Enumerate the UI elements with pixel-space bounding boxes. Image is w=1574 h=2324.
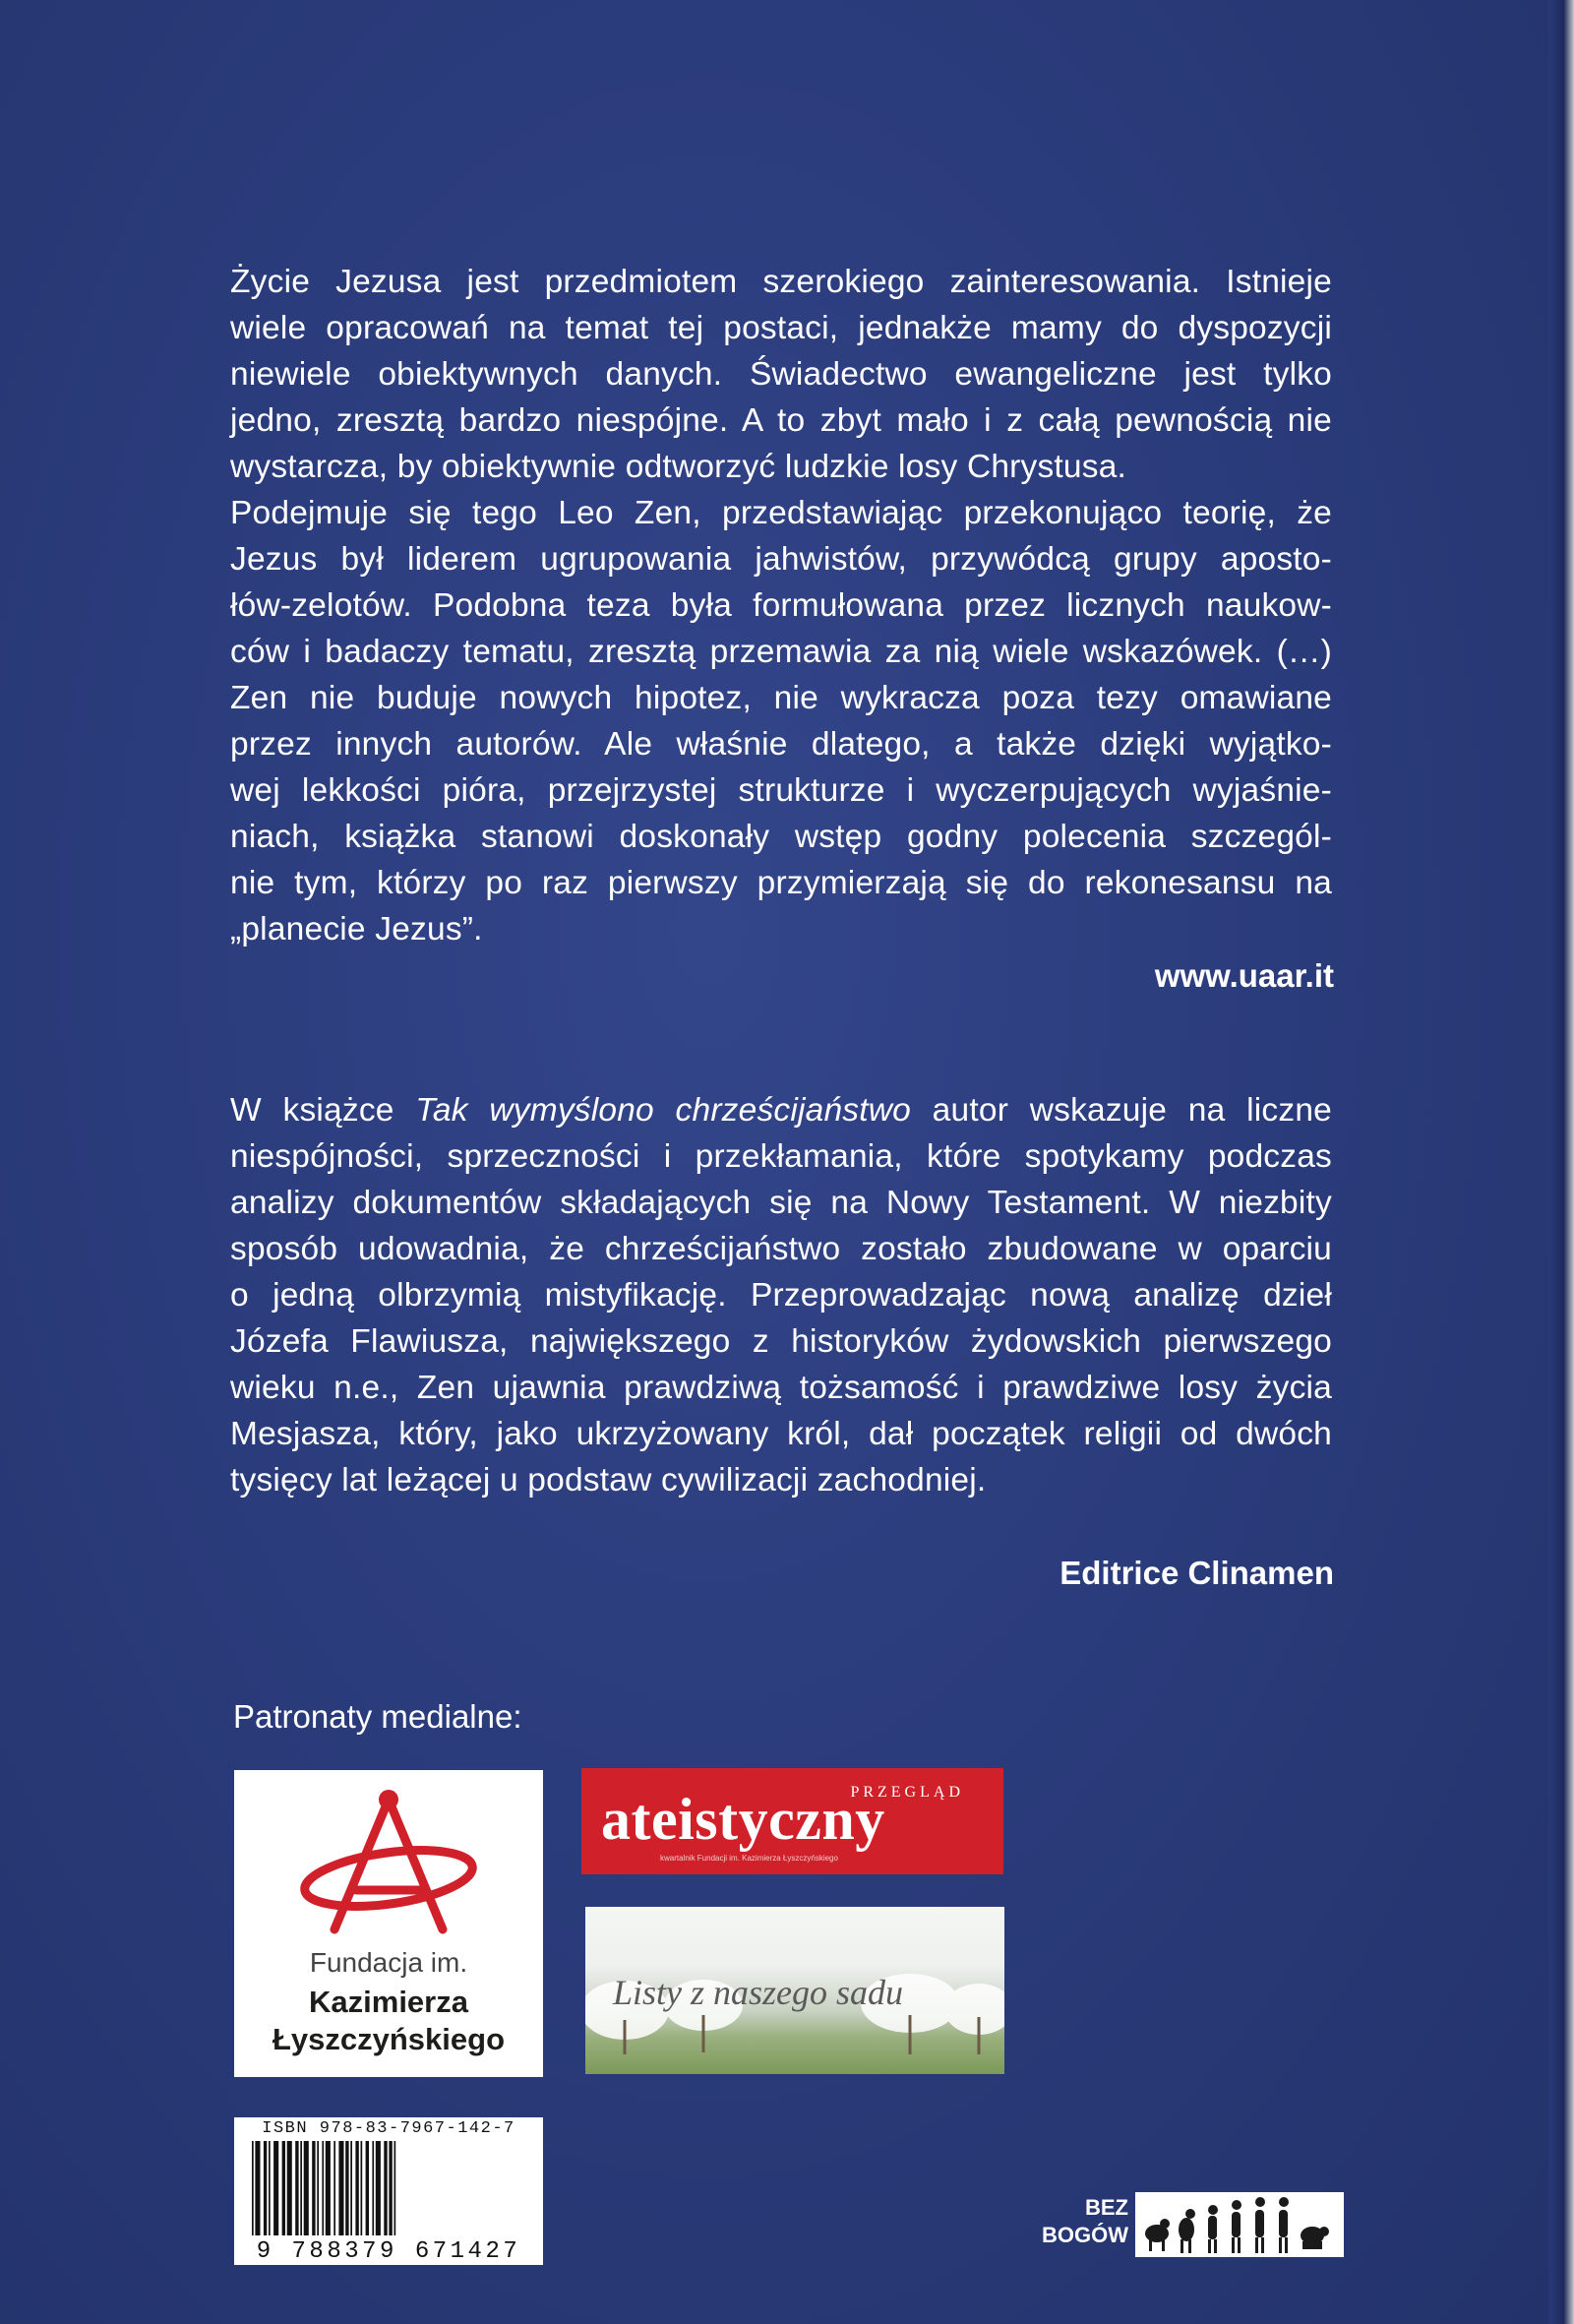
barcode-bar (333, 2141, 335, 2235)
review-line: niewiele obiektywnych danych. Świadectwo ewangeliczne jest tylko (230, 356, 1332, 393)
fundacja-logo (234, 1770, 543, 2077)
review-line: ców i badaczy tematu, zresztą przemawia za nią wiele wskazówek. (…) (230, 634, 1332, 670)
fundacja-line3: Łyszczyńskiego (272, 2022, 506, 2056)
barcode-bar (252, 2141, 254, 2235)
review-line: W książce Tak wymyślono chrześcijaństwo autor wskazuje na liczne (230, 1092, 1332, 1129)
review-line: „planecie Jezus”. (230, 911, 483, 948)
barcode-bars (248, 2141, 529, 2235)
cover-edge (1548, 0, 1574, 2324)
review-line: Zen nie buduje nowych hipotez, nie wykracza poza tezy omawiane (230, 680, 1332, 716)
barcode-bar (394, 2141, 396, 2235)
listy-title: Listy z naszego sadu (613, 1973, 904, 2012)
review-line: Mesjasza, który, jako ukrzyżowany król, dał początek religii od dwóch (230, 1416, 1332, 1452)
review-line: tysięcy lat leżącej u podstaw cywilizacji zachodniej. (230, 1462, 987, 1498)
review-line: niach, książka stanowi doskonały wstęp godny polecenia szczegól- (230, 819, 1332, 855)
barcode-bar (282, 2141, 285, 2235)
barcode-bar (304, 2141, 309, 2235)
barcode-bar (317, 2141, 319, 2235)
barcode-bar (312, 2141, 315, 2235)
review-line: Józefa Flawiusza, największego z historyków żydowskich pierwszego (230, 1323, 1332, 1360)
barcode-bar (255, 2141, 260, 2235)
patrons-label: Patronaty medialne: (233, 1698, 522, 1735)
review-line: jedno, zresztą bardzo niespójne. A to zbyt mało i z całą pewnością nie (230, 402, 1332, 439)
review-clinamen (230, 1087, 1332, 1503)
review-source-clinamen: Editrice Clinamen (1059, 1555, 1334, 1591)
barcode-bar (376, 2141, 381, 2235)
barcode-bar (264, 2141, 267, 2235)
review-source-uaar: www.uaar.it (1154, 957, 1334, 994)
barcode-bar (322, 2141, 324, 2235)
barcode-bar (295, 2141, 298, 2235)
review-line: Podejmuje się tego Leo Zen, przedstawiając przekonująco teorię, że (230, 495, 1332, 531)
review-line: sposób udowadnia, że chrześcijaństwo zostało zbudowane w oparciu (230, 1231, 1332, 1267)
barcode-bar (273, 2141, 278, 2235)
fundacja-line1: Fundacja im. (309, 1947, 468, 1978)
review-line: o jedną olbrzymią mistyfikację. Przeprowadzając nową analizę dzieł (230, 1277, 1332, 1314)
isbn-digits: 9 788379 671427 (234, 2238, 543, 2265)
review-line: analizy dokumentów składających się na Nowy Testament. W niezbity (230, 1185, 1332, 1221)
barcode-bar (372, 2141, 374, 2235)
review-line: wiele opracowań na temat tej postaci, jednakże mamy do dyspozycji (230, 310, 1332, 346)
bogow-line: BOGÓW (1042, 2223, 1128, 2247)
przeglad-tiny-text: kwartalnik Fundacji im. Kazimierza Łyszczyńskiego (660, 1854, 838, 1863)
review-line: wystarcza, by obiektywnie odtworzyć ludzkie losy Chrystusa. (230, 449, 1127, 485)
barcode-bar (345, 2141, 348, 2235)
barcode-bar (300, 2141, 302, 2235)
atom-a-icon (295, 1782, 482, 1949)
przeglad-small-text: PRZEGLĄD (850, 1784, 964, 1801)
isbn-barcode (234, 2117, 543, 2265)
review-line: Jezus był liderem ugrupowania jahwistów, przywódcą grupy aposto- (230, 541, 1332, 578)
bez-line: BEZ (1085, 2195, 1128, 2220)
barcode-bar (366, 2141, 369, 2235)
review-line: wej lekkości pióra, przejrzystej strukturze i wyczerpujących wyjaśnie- (230, 772, 1332, 809)
barcode-bar (269, 2141, 271, 2235)
bez-bogow-logo (1033, 2186, 1346, 2263)
barcode-bar (355, 2141, 358, 2235)
review-line: nie tym, którzy po raz pierwszy przymierzają się do rekonesansu na (230, 865, 1332, 901)
review-line: wieku n.e., Zen ujawnia prawdziwą tożsamość i prawdziwe losy życia (230, 1370, 1332, 1406)
review-line: niespójności, sprzeczności i przekłamania, które spotykamy podczas (230, 1138, 1332, 1175)
przeglad-big-text: ateistyczny (601, 1787, 885, 1852)
evolution-silhouettes-icon (1135, 2186, 1344, 2263)
review-line: przez innych autorów. Ale właśnie dlatego, a także dzięki wyjątko- (230, 726, 1332, 763)
book-title: Tak wymyślono chrześcijaństwo (415, 1092, 911, 1129)
przeglad-ateistyczny-logo (581, 1768, 1003, 1874)
barcode-bar (389, 2141, 392, 2235)
barcode-bar (361, 2141, 363, 2235)
review-line: Życie Jezusa jest przedmiotem szerokiego zainteresowania. Istnieje (230, 264, 1332, 300)
isbn-label: ISBN 978-83-7967-142-7 (262, 2119, 515, 2138)
barcode-bar (338, 2141, 343, 2235)
fundacja-line2: Kazimierza (309, 1985, 468, 2019)
review-line: łów-zelotów. Podobna teza była formułowana przez licznych naukow- (230, 587, 1332, 624)
listy-z-naszego-sadu-logo (585, 1907, 1004, 2074)
bez-bogow-text (1033, 2194, 1128, 2249)
review-uaar (230, 259, 1332, 952)
barcode-bar (326, 2141, 331, 2235)
barcode-bar (287, 2141, 292, 2235)
barcode-bar (384, 2141, 387, 2235)
barcode-bar (350, 2141, 352, 2235)
